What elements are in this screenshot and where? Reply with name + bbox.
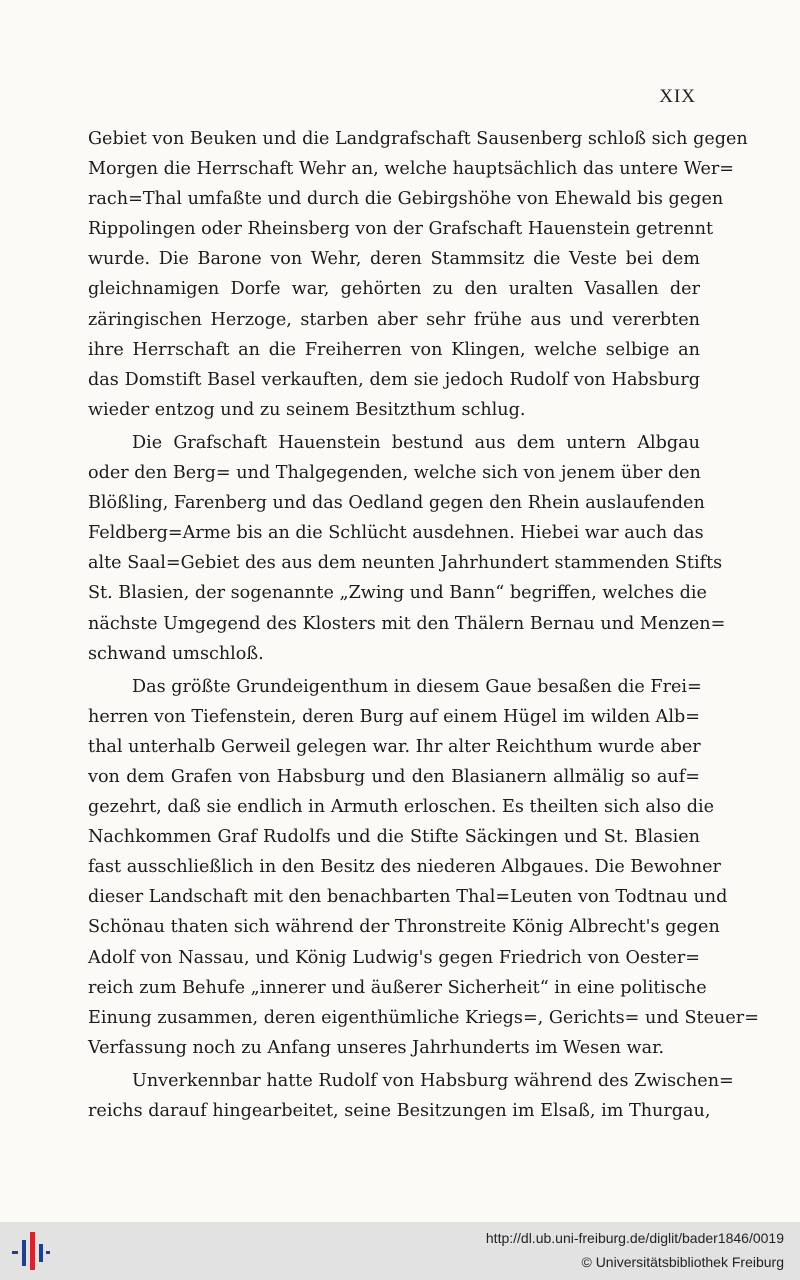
- text-line: St. Blasien, der sogenannte „Zwing und Bann“ begriffen, welches die: [88, 583, 707, 604]
- text-line: rach=Thal umfaßte und durch die Gebirgshöhe von Ehewald bis gegen: [88, 189, 724, 210]
- body-text: [88, 124, 759, 1126]
- text-line: dieser Landschaft mit den benachbarten Thal=Leuten von Todtnau und: [88, 887, 728, 908]
- text-line: von dem Grafen von Habsburg und den Blasianern allmälig so auf=: [88, 766, 700, 787]
- text-line: Das größte Grundeigenthum in diesem Gaue besaßen die Frei=: [132, 676, 702, 697]
- text-line: ihre Herrschaft an die Freiherren von Klingen, welche selbige an: [88, 339, 700, 360]
- text-line: Verfassung noch zu Anfang unseres Jahrhunderts im Wesen war.: [88, 1037, 665, 1058]
- text-line: Die Grafschaft Hauenstein bestund aus dem untern Albgau: [132, 432, 700, 453]
- text-line: Gebiet von Beuken und die Landgrafschaft Sausenberg schloß sich gegen: [88, 129, 748, 149]
- text-line: Nachkommen Graf Rudolfs und die Stifte Säckingen und St. Blasien: [88, 827, 700, 848]
- text-line: herren von Tiefenstein, deren Burg auf einem Hügel im wilden Alb=: [88, 706, 700, 727]
- text-line: zäringischen Herzoge, starben aber sehr frühe aus und vererbten: [88, 309, 700, 330]
- text-line: fast ausschließlich in den Besitz des niederen Albgaues. Die Bewohner: [88, 857, 721, 878]
- text-line: reich zum Behufe „innerer und äußerer Sicherheit“ in eine politische: [88, 977, 707, 998]
- text-line: Morgen die Herrschaft Wehr an, welche hauptsächlich das untere Wer=: [88, 159, 735, 180]
- text-line: Einung zusammen, deren eigenthümliche Kriegs=, Gerichts= und Steuer=: [88, 1007, 759, 1028]
- text-line: Adolf von Nassau, und König Ludwig's gegen Friedrich von Oester=: [88, 947, 700, 968]
- text-line: wurde. Die Barone von Wehr, deren Stammsitz die Veste bei dem: [88, 249, 700, 270]
- text-line: Feldberg=Arme bis an die Schlücht ausdehnen. Hiebei war auch das: [88, 523, 704, 544]
- text-line: oder den Berg= und Thalgegenden, welche sich von jenem über den: [88, 463, 701, 484]
- page-number: XIX: [659, 86, 696, 107]
- text-line: alte Saal=Gebiet des aus dem neunten Jahrhundert stammenden Stifts: [88, 553, 723, 574]
- permalink[interactable]: http://dl.ub.uni-freiburg.de/diglit/bader1846/0019: [485, 1230, 784, 1246]
- text-line: das Domstift Basel verkauften, dem sie jedoch Rudolf von Habsburg: [88, 369, 700, 390]
- text-line: schwand umschloß.: [88, 643, 264, 664]
- viewer-footer: [0, 1222, 800, 1280]
- text-line: gleichnamigen Dorfe war, gehörten zu den uralten Vasallen der: [88, 279, 700, 300]
- text-line: thal unterhalb Gerweil gelegen war. Ihr alter Reichthum wurde aber: [88, 736, 701, 757]
- text-line: nächste Umgegend des Klosters mit den Thälern Bernau und Menzen=: [88, 613, 726, 634]
- text-line: gezehrt, daß sie endlich in Armuth erloschen. Es theilten sich also die: [88, 797, 715, 818]
- text-line: wieder entzog und zu seinem Besitzthum schlug.: [88, 399, 526, 420]
- text-line: Schönau thaten sich während der Thronstreite König Albrecht's gegen: [88, 917, 720, 938]
- text-line: Unverkennbar hatte Rudolf von Habsburg während des Zwischen=: [132, 1070, 734, 1091]
- text-line: Rippolingen oder Rheinsberg von der Grafschaft Hauenstein getrennt: [88, 219, 714, 240]
- library-logo-icon: [10, 1230, 50, 1272]
- text-line: reichs darauf hingearbeitet, seine Besitzungen im Elsaß, im Thurgau,: [88, 1101, 711, 1121]
- text-line: Blößling, Farenberg und das Oedland gegen den Rhein auslaufenden: [88, 493, 705, 514]
- copyright-notice: © Universitätsbibliothek Freiburg: [581, 1254, 784, 1270]
